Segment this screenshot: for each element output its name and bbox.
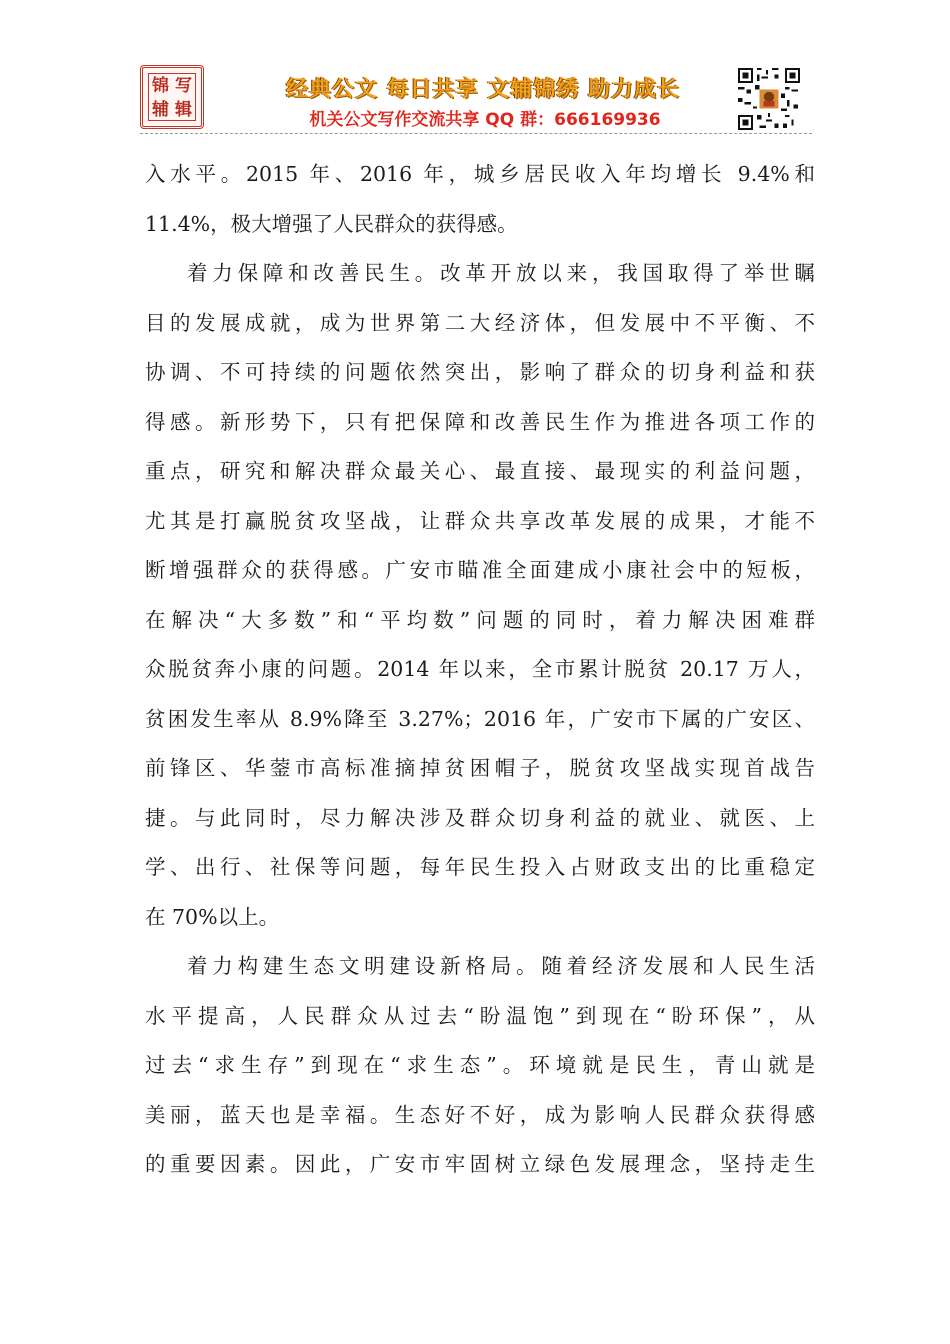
text-line: 11.4%，极大增强了人民群众的获得感。 (145, 211, 518, 236)
text-line: 重点，研究和解决群众最关心、最直接、最现实的利益问题， (145, 459, 815, 483)
text-line: 在解决“大多数”和“平均数”问题的同时，着力解决困难群 (145, 607, 815, 632)
text-line: 的重要因素。因此，广安市牢固树立绿色发展理念，坚持走生 (145, 1152, 815, 1176)
qr-code-icon (738, 68, 800, 130)
text-line: 众脱贫奔小康的问题。2014 年以来，全市累计脱贫 20.17 万人， (145, 657, 815, 681)
page-header (140, 62, 812, 132)
text-line: 过去“求生存”到现在“求生态”。环境就是民生，青山就是 (145, 1053, 815, 1077)
text-line: 入水平。2015 年、2016 年，城乡居民收入年均增长 9.4%和 (145, 162, 815, 186)
seal-characters (148, 73, 196, 121)
header-divider (140, 133, 812, 134)
seal-char: 写 (175, 76, 192, 96)
seal-char: 辅 (152, 100, 169, 120)
header-slogan: 经典公文 每日共享 文辅锦绣 助力成长 (286, 77, 680, 102)
seal-char: 辑 (175, 100, 192, 120)
text-line: 协调、不可持续的问题依然突出，影响了群众的切身利益和获 (145, 360, 815, 384)
text-line: 学、出行、社保等问题，每年民生投入占财政支出的比重稳定 (145, 855, 815, 879)
text-line: 断增强群众的获得感。广安市瞄准全面建成小康社会中的短板， (145, 558, 815, 582)
text-line: 捷。与此同时，尽力解决涉及群众切身利益的就业、就医、上 (145, 805, 815, 830)
text-line: 目的发展成就，成为世界第二大经济体，但发展中不平衡、不 (145, 310, 815, 335)
text-line: 美丽，蓝天也是幸福。生态好不好，成为影响人民群众获得感 (145, 1102, 815, 1127)
text-line: 水平提高，人民群众从过去“盼温饱”到现在“盼环保”，从 (145, 1003, 815, 1028)
text-line: 得感。新形势下，只有把保障和改善民生作为推进各项工作的 (145, 409, 815, 434)
seal-char: 锦 (152, 76, 169, 96)
text-line: 着力构建生态文明建设新格局。随着经济发展和人民生活 (187, 954, 815, 978)
qq-group-line: 机关公文写作交流共享 QQ 群：666169936 (309, 110, 661, 130)
text-line: 在 70%以上。 (145, 904, 280, 929)
text-line: 着力保障和改善民生。改革开放以来，我国取得了举世瞩 (187, 261, 815, 285)
document-body (145, 150, 815, 1190)
text-line: 尤其是打赢脱贫攻坚战，让群众共享改革发展的成果，才能不 (145, 508, 815, 533)
text-line: 贫困发生率从 8.9%降至 3.27%；2016 年，广安市下属的广安区、 (145, 706, 815, 731)
text-line: 前锋区、华蓥市高标准摘掉贫困帽子，脱贫攻坚战实现首战告 (145, 756, 815, 780)
seal-logo (140, 65, 204, 129)
